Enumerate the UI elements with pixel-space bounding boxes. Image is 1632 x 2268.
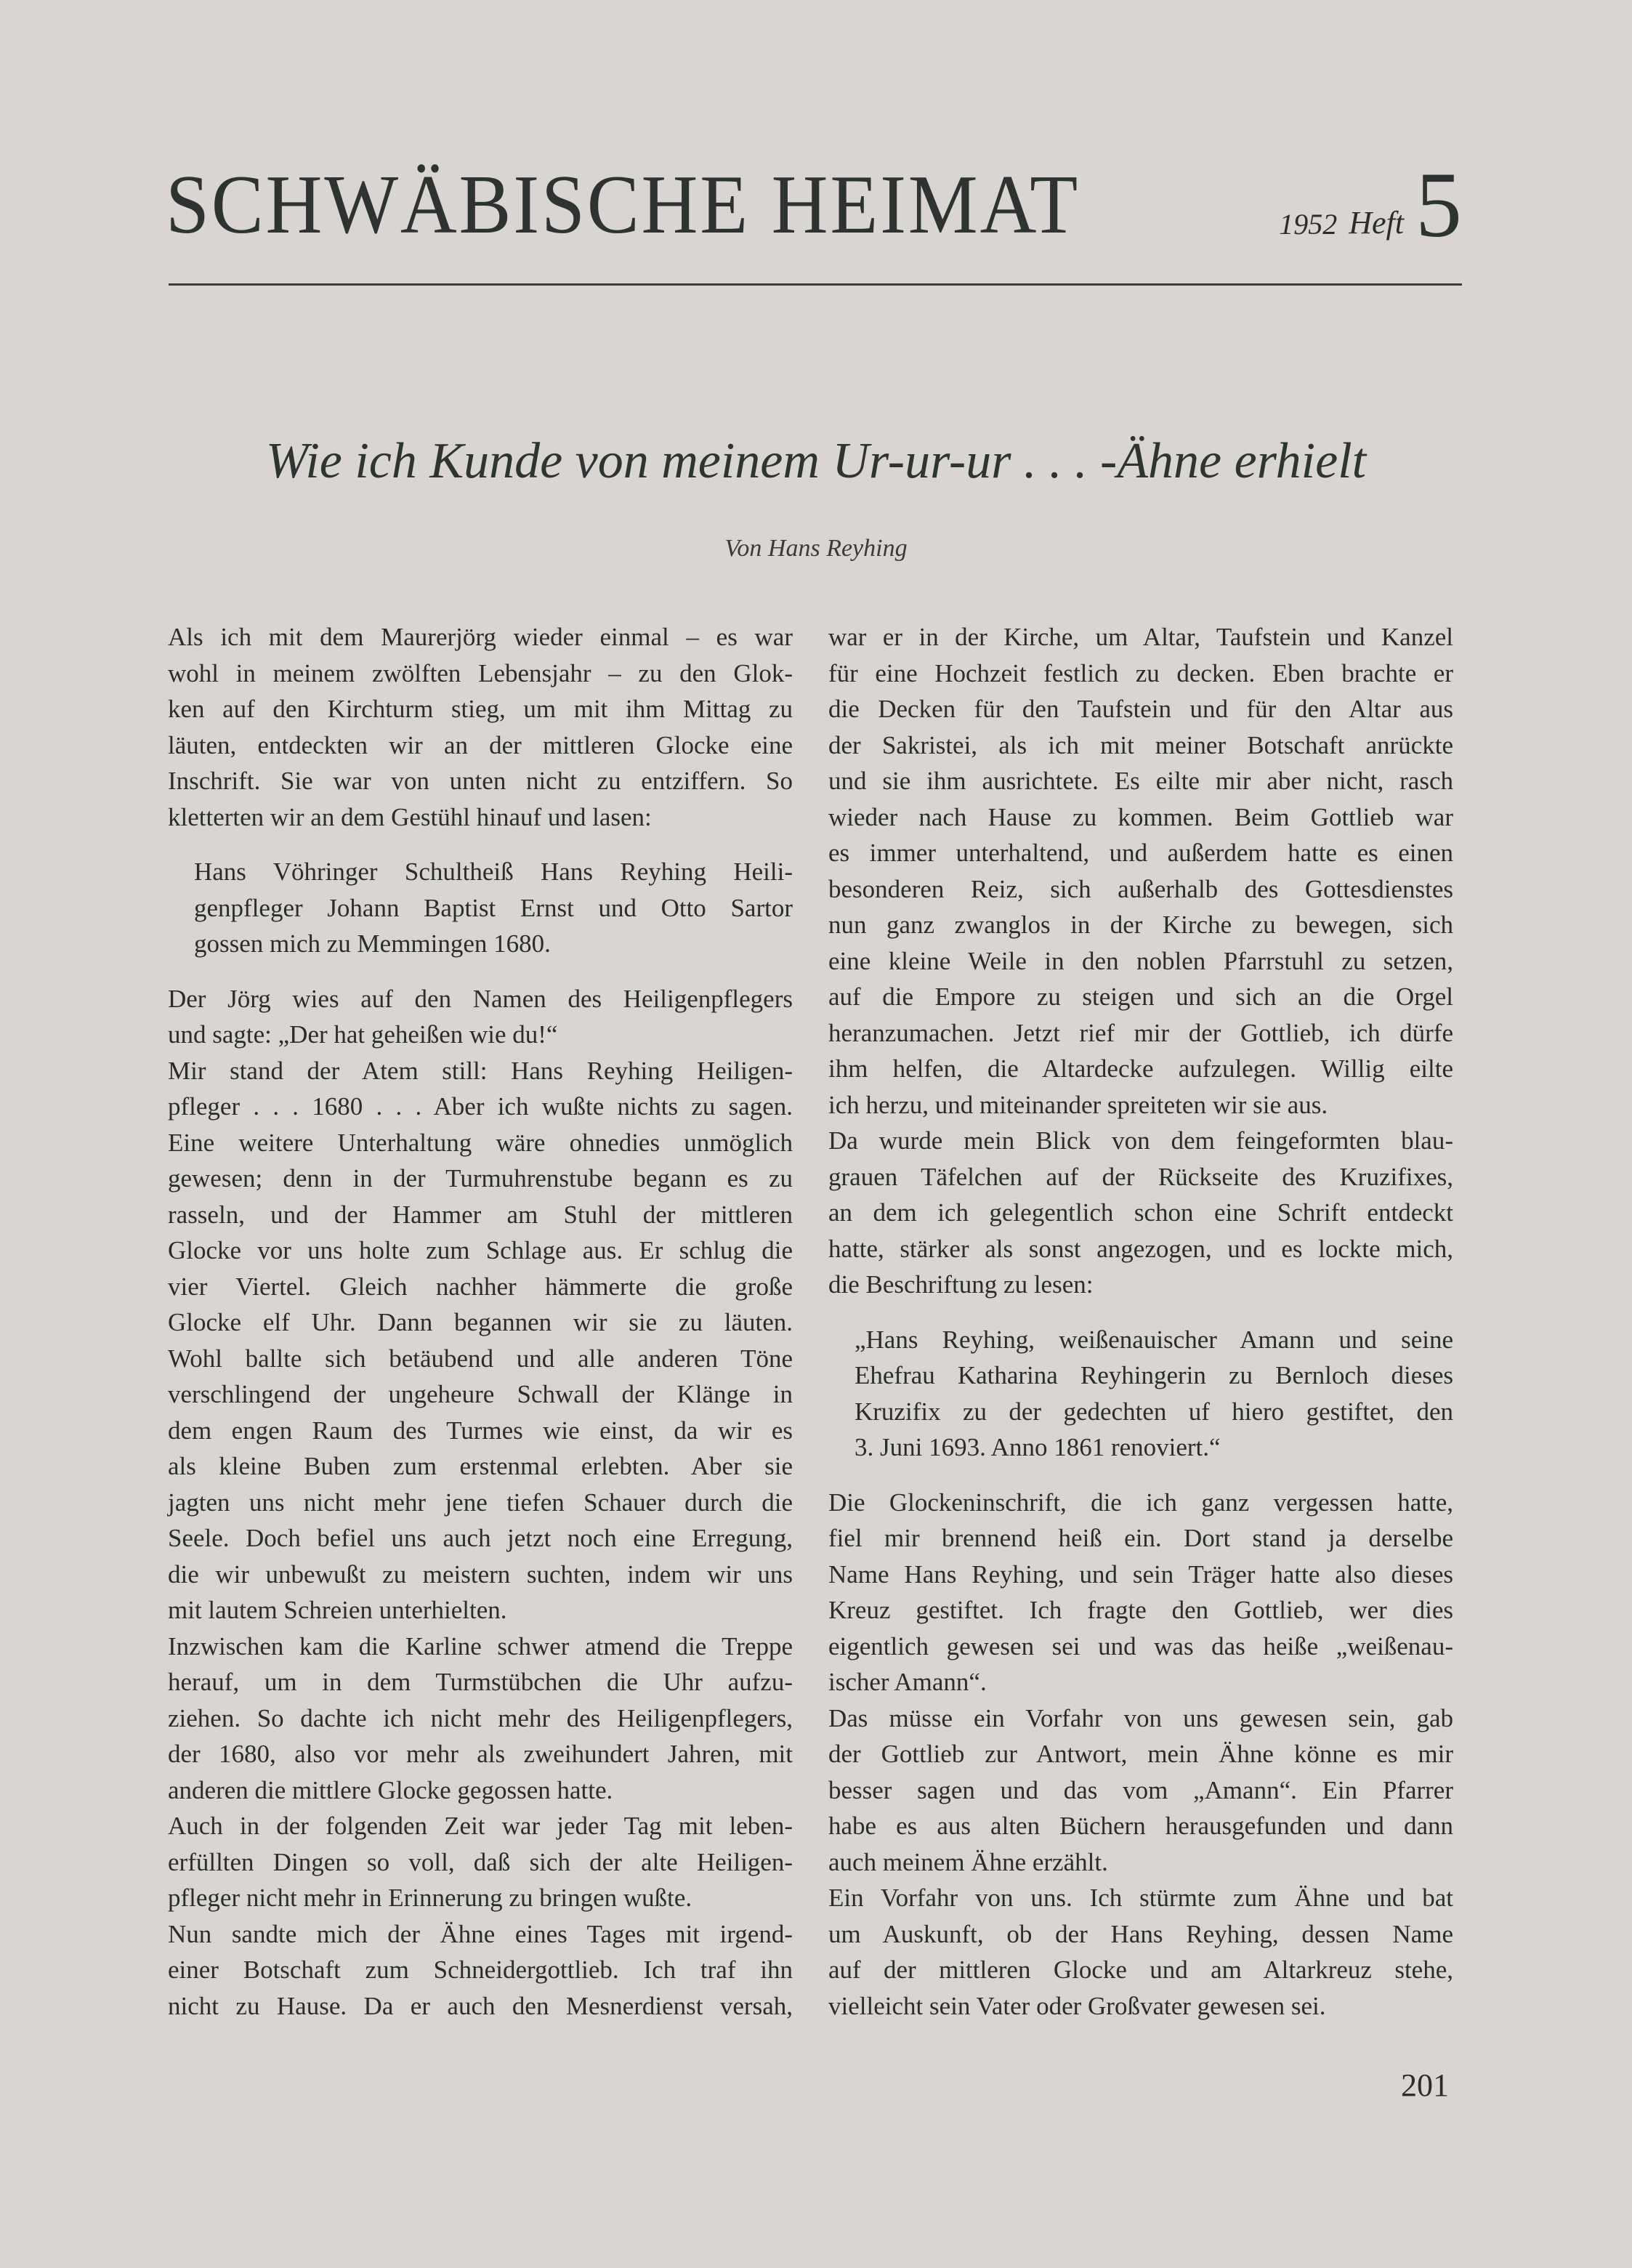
paragraph bbox=[168, 981, 793, 1053]
text-line: Ehefrau Katharina Reyhingerin zu Bernloch dieses bbox=[855, 1361, 1453, 1389]
text-line: ken auf den Kirchturm stieg, um mit ihm Mittag zu bbox=[168, 695, 793, 723]
text-column-left bbox=[168, 619, 793, 2024]
text-line: Name Hans Reyhing, und sein Träger hatte also dieses bbox=[828, 1559, 1453, 1589]
article-title: Wie ich Kunde von meinem Ur-ur-ur . . . -Ähne erhielt bbox=[265, 433, 1367, 489]
page-number: 201 bbox=[1401, 2067, 1449, 2103]
text-line: Auch in der folgenden Zeit war jeder Tag mit leben- bbox=[168, 1812, 793, 1840]
text-line: Inschrift. Sie war von unten nicht zu entziffern. So bbox=[168, 767, 793, 795]
paragraph bbox=[828, 1880, 1453, 2024]
text-line: nun ganz zwanglos in der Kirche zu bewegen, sich bbox=[828, 911, 1453, 939]
text-line: anderen die mittlere Glocke gegossen hatte. bbox=[168, 1775, 613, 1804]
text-line: mit lautem Schreien unterhielten. bbox=[168, 1596, 507, 1624]
text-line: Seele. Doch befiel uns auch jetzt noch eine Erregung, bbox=[168, 1524, 793, 1552]
issue-label: Heft bbox=[1349, 205, 1404, 241]
text-line: Nun sandte mich der Ähne eines Tages mit irgend- bbox=[168, 1919, 793, 1948]
text-line: vier Viertel. Gleich nachher hämmerte die große bbox=[168, 1272, 793, 1301]
text-line: habe es aus alten Büchern herausgefunden und dann bbox=[828, 1812, 1453, 1840]
text-line: vielleicht sein Vater oder Großvater gewesen sei. bbox=[828, 1991, 1326, 2020]
text-line: „Hans Reyhing, weißenauischer Amann und seine bbox=[855, 1325, 1453, 1354]
text-line: auch meinem Ähne erzählt. bbox=[828, 1847, 1108, 1876]
paragraph bbox=[168, 1808, 793, 1916]
text-line: Die Glockeninschrift, die ich ganz vergessen hatte, bbox=[828, 1488, 1453, 1517]
text-line: ihm helfen, die Altardecke aufzulegen. Willig eilte bbox=[828, 1054, 1453, 1083]
text-line: und sie ihm ausrichtete. Es eilte mir aber nicht, rasch bbox=[828, 767, 1453, 795]
text-line: besser sagen und das vom „Amann“. Ein Pfarrer bbox=[828, 1775, 1453, 1804]
text-line: grauen Täfelchen auf der Rückseite des Kruzifixes, bbox=[828, 1162, 1453, 1191]
paragraph bbox=[828, 1700, 1453, 1881]
text-line: Das müsse ein Vorfahr von uns gewesen sein, gab bbox=[828, 1703, 1453, 1732]
paragraph bbox=[168, 1053, 793, 1629]
text-line: war er in der Kirche, um Altar, Taufstein und Kanzel bbox=[828, 623, 1453, 651]
text-line: eigentlich gewesen sei und was das heiße „weißenau- bbox=[828, 1631, 1453, 1660]
text-line: nicht zu Hause. Da er auch den Mesnerdienst versah, bbox=[168, 1991, 793, 2020]
issue-number: 5 bbox=[1415, 153, 1462, 257]
text-line: jagten uns nicht mehr jene tiefen Schauer durch die bbox=[168, 1488, 793, 1517]
issue-info bbox=[1279, 153, 1462, 257]
text-line: Mir stand der Atem still: Hans Reyhing Heiligen- bbox=[168, 1056, 793, 1085]
text-line: die Beschriftung zu lesen: bbox=[828, 1270, 1094, 1299]
text-line: dem engen Raum des Turmes wie einst, da wir es bbox=[168, 1416, 793, 1445]
crucifix-inscription-quote bbox=[828, 1322, 1453, 1466]
text-line: ischer Amann“. bbox=[828, 1668, 987, 1696]
text-line: für eine Hochzeit festlich zu decken. Eben brachte er bbox=[828, 658, 1453, 687]
text-line: Kruzifix zu der gedechten uf hiero gestiftet, den bbox=[855, 1397, 1453, 1426]
article-byline: Von Hans Reyhing bbox=[724, 535, 908, 562]
text-line: fiel mir brennend heiß ein. Dort stand ja derselbe bbox=[828, 1524, 1453, 1552]
text-line: Eine weitere Unterhaltung wäre ohnedies unmöglich bbox=[168, 1128, 793, 1157]
paragraph bbox=[168, 619, 793, 835]
text-line: Hans Vöhringer Schultheiß Hans Reyhing Heili- bbox=[194, 857, 793, 886]
text-line: einer Botschaft zum Schneidergottlieb. Ich traf ihn bbox=[168, 1956, 793, 1984]
text-line: pfleger nicht mehr in Erinnerung zu bringen wußte. bbox=[168, 1884, 692, 1912]
paragraph bbox=[828, 1485, 1453, 1700]
paragraph bbox=[828, 619, 1453, 1123]
text-line: rasseln, und der Hammer am Stuhl der mittleren bbox=[168, 1200, 793, 1229]
text-line: pfleger . . . 1680 . . . Aber ich wußte nichts zu sagen. bbox=[168, 1092, 793, 1121]
text-line: es immer unterhaltend, und außerdem hatte es einen bbox=[828, 839, 1453, 867]
text-line: auf der mittleren Glocke und am Altarkreuz stehe, bbox=[828, 1956, 1453, 1984]
text-line: auf die Empore zu steigen und sich an die Orgel bbox=[828, 982, 1453, 1011]
paragraph bbox=[168, 1629, 793, 1809]
text-line: verschlingend der ungeheure Schwall der Klänge in bbox=[168, 1380, 793, 1408]
text-line: ziehen. So dachte ich nicht mehr des Heiligenpflegers, bbox=[168, 1703, 793, 1732]
text-line: wieder nach Hause zu kommen. Beim Gottlieb war bbox=[828, 802, 1453, 831]
text-line: Ein Vorfahr von uns. Ich stürmte zum Ähne und bat bbox=[828, 1884, 1453, 1912]
issue-year: 1952 bbox=[1279, 208, 1338, 241]
text-line: Da wurde mein Blick von dem feingeformten blau- bbox=[828, 1126, 1453, 1155]
text-line: der Sakristei, als ich mit meiner Botschaft anrückte bbox=[828, 730, 1453, 759]
text-line: läuten, entdeckten wir an der mittleren Glocke eine bbox=[168, 730, 793, 759]
text-line: 3. Juni 1693. Anno 1861 renoviert.“ bbox=[855, 1433, 1221, 1461]
text-line: gossen mich zu Memmingen 1680. bbox=[194, 929, 551, 958]
text-line: Glocke vor uns holte zum Schlage aus. Er schlug die bbox=[168, 1236, 793, 1264]
text-line: und sagte: „Der hat geheißen wie du!“ bbox=[168, 1020, 558, 1049]
text-line: heranzumachen. Jetzt rief mir der Gottlieb, ich dürfe bbox=[828, 1018, 1453, 1047]
text-line: Inzwischen kam die Karline schwer atmend die Treppe bbox=[168, 1631, 793, 1660]
text-line: der Gottlieb zur Antwort, mein Ähne könne es mir bbox=[828, 1740, 1453, 1768]
text-line: erfüllten Dingen so voll, daß sich der alte Heiligen- bbox=[168, 1847, 793, 1876]
text-line: eine kleine Weile in den noblen Pfarrstuhl zu setzen, bbox=[828, 946, 1453, 975]
text-line: Wohl ballte sich betäubend und alle anderen Töne bbox=[168, 1344, 793, 1373]
text-line: kletterten wir an dem Gestühl hinauf und lasen: bbox=[168, 802, 652, 831]
text-line: wohl in meinem zwölften Lebensjahr – zu den Glok- bbox=[168, 658, 793, 687]
text-line: Kreuz gestiftet. Ich fragte den Gottlieb, wer dies bbox=[828, 1596, 1453, 1624]
text-line: um Auskunft, ob der Hans Reyhing, dessen Name bbox=[828, 1919, 1453, 1948]
text-line: die Decken für den Taufstein und für den Altar aus bbox=[828, 695, 1453, 723]
text-line: hatte, stärker als sonst angezogen, und es lockte mich, bbox=[828, 1234, 1453, 1263]
header-rule bbox=[169, 283, 1462, 286]
bell-inscription-quote bbox=[168, 854, 793, 962]
spacer bbox=[168, 962, 793, 981]
text-line: genpfleger Johann Baptist Ernst und Otto Sartor bbox=[194, 893, 793, 922]
text-column-right bbox=[828, 619, 1453, 2024]
paragraph bbox=[828, 1123, 1453, 1303]
text-line: Als ich mit dem Maurerjörg wieder einmal – es war bbox=[168, 623, 793, 651]
magazine-title: SCHWÄBISCHE HEIMAT bbox=[166, 158, 1080, 251]
spacer bbox=[828, 1466, 1453, 1485]
spacer bbox=[828, 1303, 1453, 1322]
text-line: als kleine Buben zum erstenmal erlebten. Aber sie bbox=[168, 1452, 793, 1480]
paragraph bbox=[168, 1916, 793, 2025]
text-line: an dem ich gelegentlich schon eine Schrift entdeckt bbox=[828, 1198, 1453, 1227]
text-line: besonderen Reiz, sich außerhalb des Gottesdienstes bbox=[828, 874, 1453, 903]
text-line: gewesen; denn in der Turmuhrenstube begann es zu bbox=[168, 1164, 793, 1192]
text-line: der 1680, also vor mehr als zweihundert Jahren, mit bbox=[168, 1740, 793, 1768]
text-line: die wir unbewußt zu meistern suchten, indem wir uns bbox=[168, 1559, 793, 1589]
text-line: ich herzu, und miteinander spreiteten wir sie aus. bbox=[828, 1090, 1328, 1119]
text-line: Glocke elf Uhr. Dann begannen wir sie zu läuten. bbox=[168, 1308, 793, 1336]
spacer bbox=[168, 835, 793, 854]
text-line: Der Jörg wies auf den Namen des Heiligenpflegers bbox=[168, 984, 793, 1013]
masthead bbox=[166, 145, 1462, 257]
text-line: herauf, um in dem Turmstübchen die Uhr aufzu- bbox=[168, 1668, 793, 1696]
